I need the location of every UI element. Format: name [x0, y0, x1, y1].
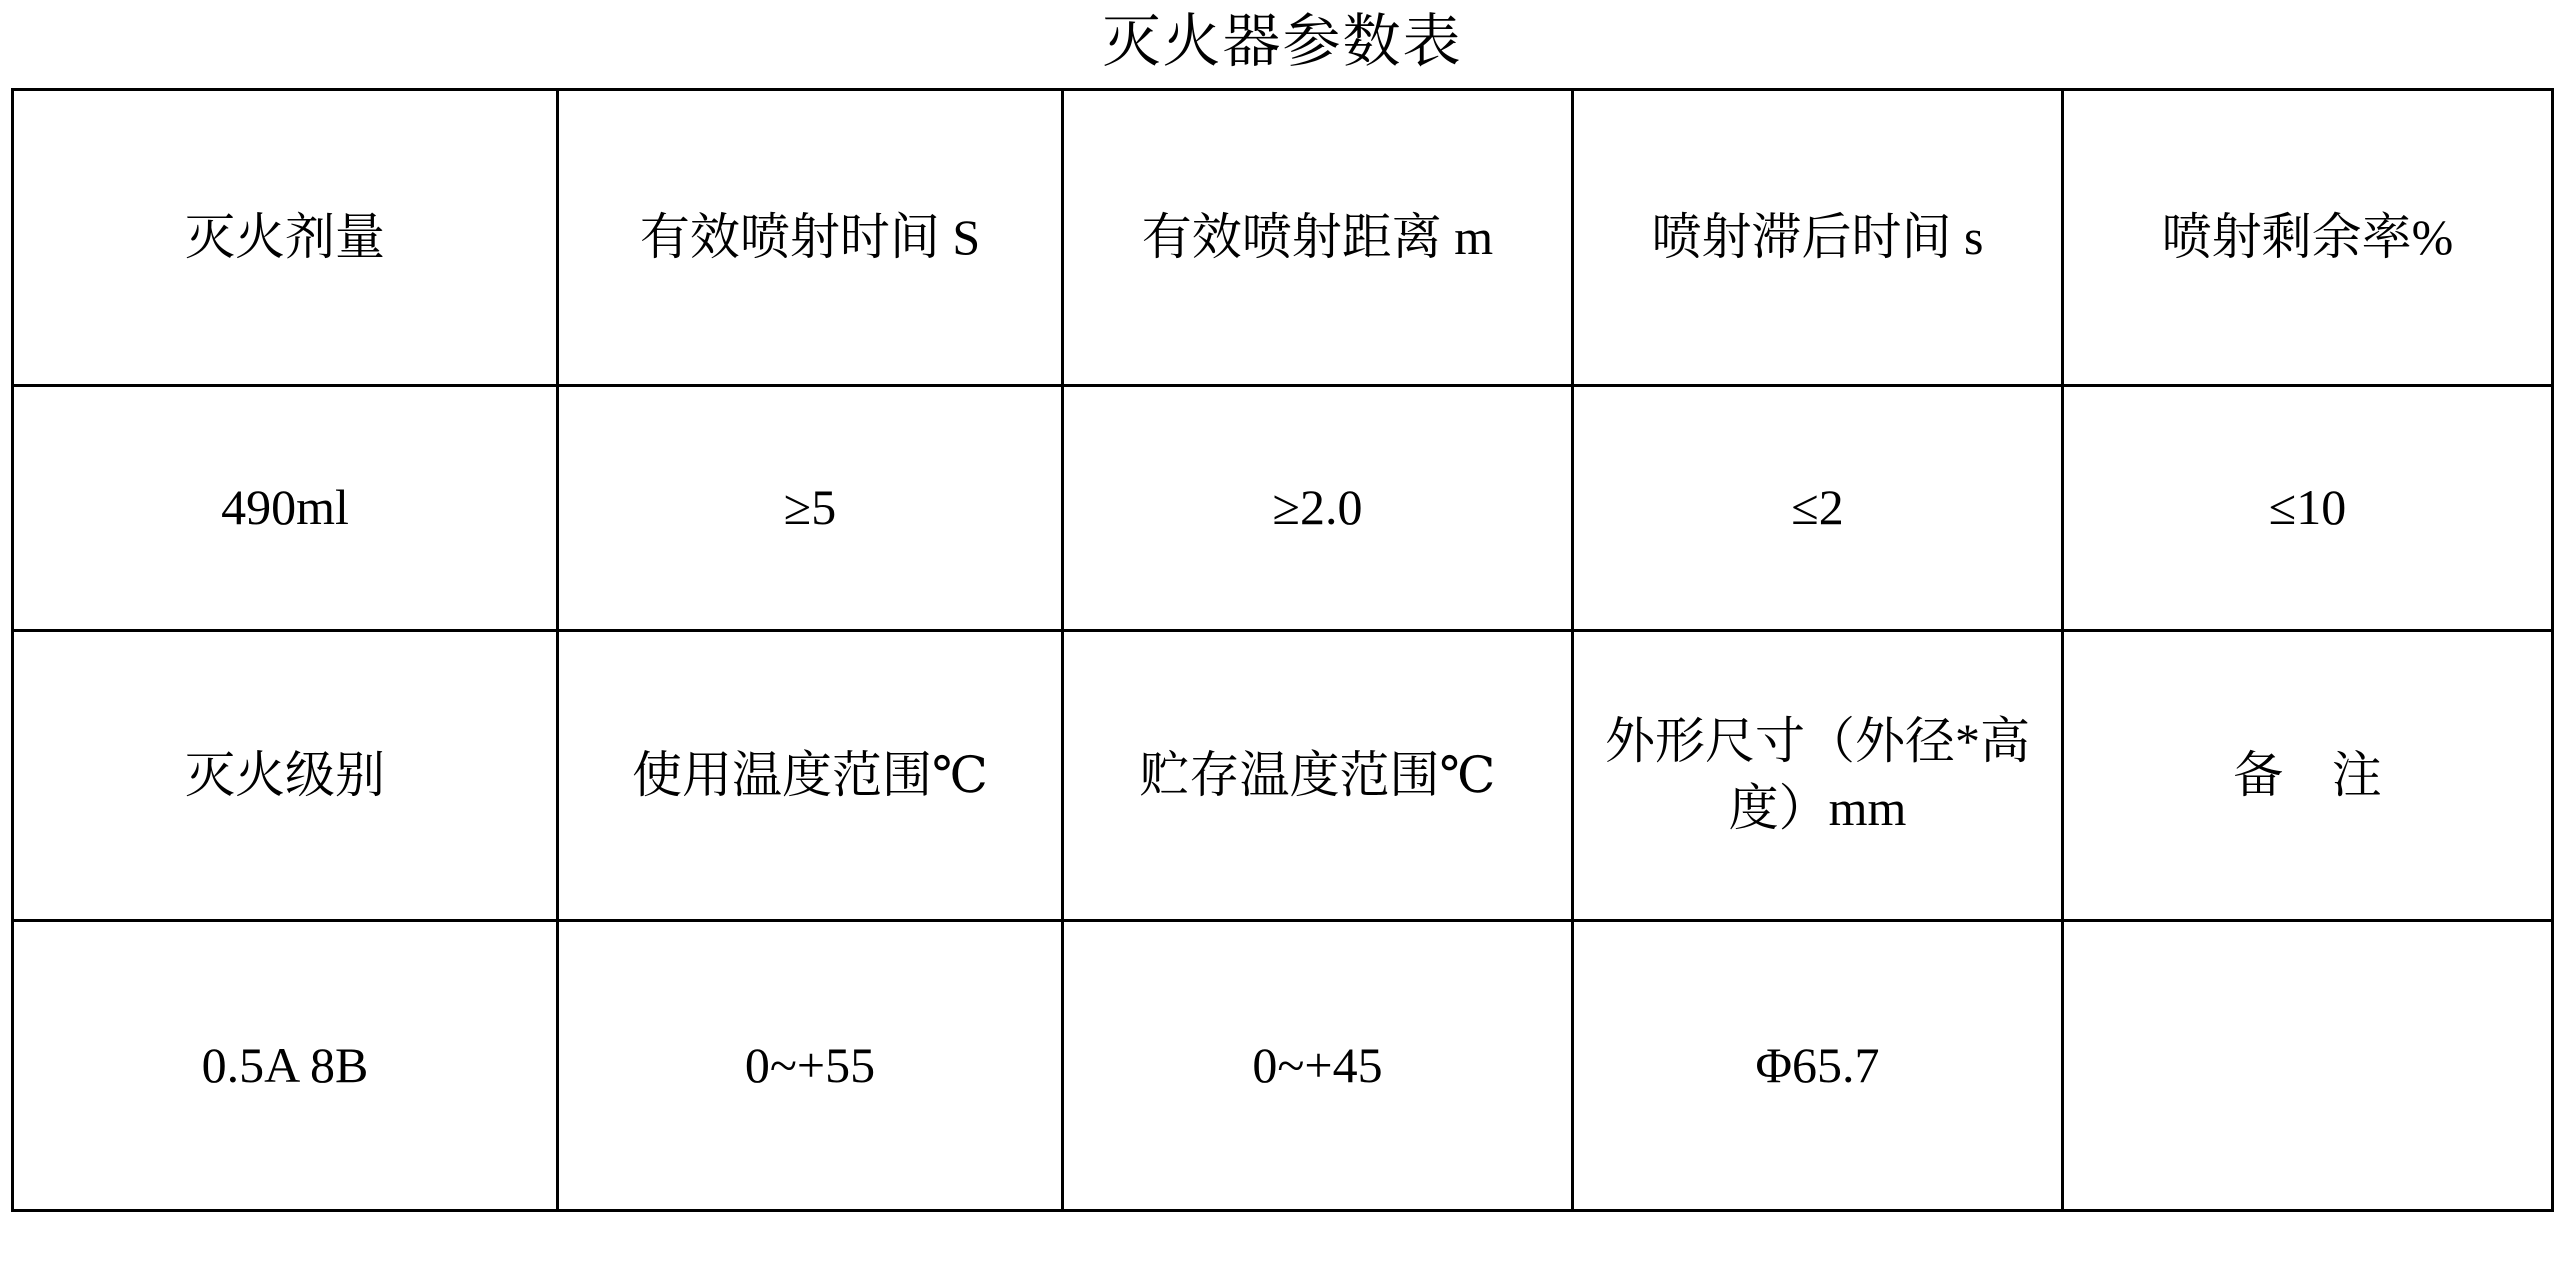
cell-text: 有效喷射时间 S [639, 208, 981, 265]
cell-text: ≤10 [2268, 479, 2347, 536]
table-cell-value-storage-temp [1063, 920, 1573, 1210]
cell-text: 备 注 [2233, 746, 2400, 803]
table-cell-header-agent-quantity [13, 89, 558, 385]
cell-text: 喷射剩余率% [2161, 208, 2454, 265]
table-cell-value-spray-time [558, 385, 1063, 630]
cell-text: 0.5A 8B [201, 1036, 369, 1093]
table-cell-value-agent-quantity [13, 385, 558, 630]
table-cell-header-dimensions [1573, 630, 2063, 920]
cell-text: 灭火级别 [185, 746, 385, 803]
cell-text: 灭火剂量 [185, 208, 385, 265]
table-cell-header-spray-lag-time [1573, 89, 2063, 385]
table-cell-header-spray-time [558, 89, 1063, 385]
table-cell-value-fire-rating [13, 920, 558, 1210]
table-cell-header-remarks [2063, 630, 2553, 920]
cell-text: 喷射滞后时间 s [1651, 208, 1984, 265]
table-row [13, 920, 2553, 1210]
table-cell-header-spray-distance [1063, 89, 1573, 385]
cell-text: 外形尺寸（外径*高度）mm [1605, 712, 2030, 837]
table-cell-value-operating-temp [558, 920, 1063, 1210]
table-cell-value-spray-lag-time [1573, 385, 2063, 630]
table-cell-value-residual-rate [2063, 385, 2553, 630]
table-cell-header-operating-temp [558, 630, 1063, 920]
cell-text: ≥5 [783, 479, 837, 536]
table-cell-header-storage-temp [1063, 630, 1573, 920]
table-row [13, 630, 2553, 920]
cell-text: ≤2 [1791, 479, 1844, 536]
cell-text: 有效喷射距离 m [1141, 208, 1494, 265]
cell-text: 0~+55 [744, 1036, 876, 1093]
table-cell-value-remarks [2063, 920, 2553, 1210]
cell-text: 0~+45 [1252, 1036, 1383, 1093]
table-row [13, 385, 2553, 630]
cell-text: 490ml [221, 479, 349, 536]
cell-text: ≥2.0 [1272, 479, 1363, 536]
document-page [0, 10, 2565, 1274]
table-row [13, 89, 2553, 385]
page-title: 灭火器参数表 [1102, 9, 1463, 74]
cell-text: 贮存温度范围℃ [1139, 746, 1496, 803]
table-cell-header-residual-rate [2063, 89, 2553, 385]
cell-text: Φ65.7 [1755, 1036, 1880, 1093]
table-cell-header-fire-rating [13, 630, 558, 920]
cell-text: 使用温度范围℃ [632, 746, 988, 803]
extinguisher-parameter-table [11, 88, 2554, 1212]
table-cell-value-dimensions [1573, 920, 2063, 1210]
table-cell-value-spray-distance [1063, 385, 1573, 630]
